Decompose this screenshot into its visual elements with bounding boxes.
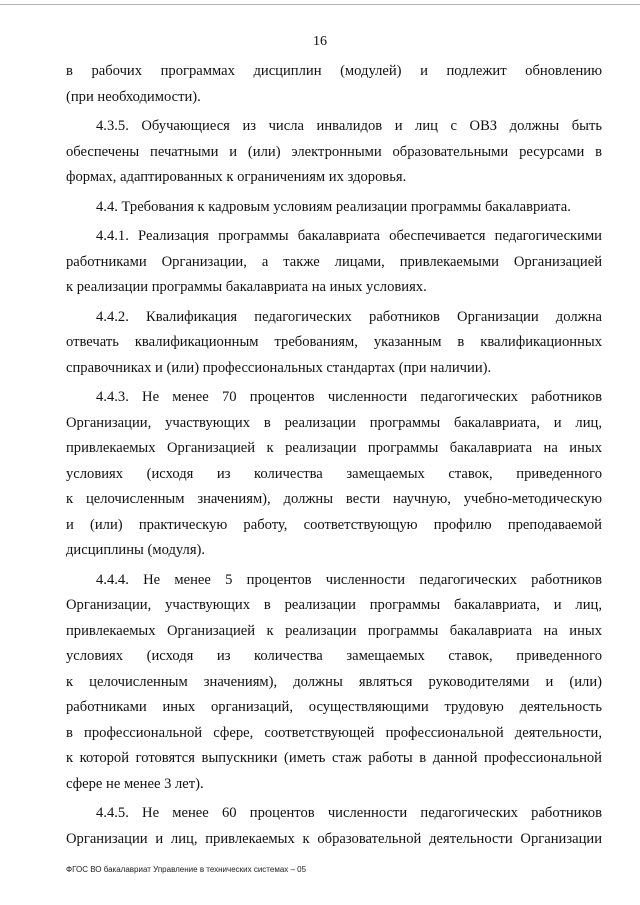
text-line: 4.4.2. Квалификация педагогических работников Организации должна xyxy=(96,308,602,325)
text-line: Организации, участвующих в реализации программы бакалавриата, и лиц, xyxy=(66,597,602,613)
text-line: в профессиональной сфере, соответствующей профессиональной деятельности, xyxy=(66,724,602,741)
text-line: формах, адаптированных к ограничениям их здоровья. xyxy=(66,169,407,185)
text-line: (при необходимости). xyxy=(66,88,201,105)
text-line: работниками Организации, а также лицами, привлекаемыми Организацией xyxy=(66,253,602,270)
text-line: 4.4.4. Не менее 5 процентов численности педагогических работников xyxy=(96,571,602,588)
text-line: 4.4.5. Не менее 60 процентов численности педагогических работников xyxy=(96,805,602,821)
text-line: к которой готовятся выпускники (иметь стаж работы в данной профессиональной xyxy=(66,750,602,766)
text-line: к целочисленным значениям), должны являться руководителями и (или) xyxy=(66,673,602,690)
text-line: привлекаемых Организацией к реализации программы бакалавриата на иных xyxy=(66,622,602,639)
page-number: 16 xyxy=(313,34,327,49)
text-line: 4.4.3. Не менее 70 процентов численности педагогических работников xyxy=(96,389,602,405)
text-line: 4.3.5. Обучающиеся из числа инвалидов и лиц с ОВЗ должны быть xyxy=(96,118,602,134)
text-line: работниками иных организаций, осуществляющими трудовую деятельность xyxy=(66,699,602,715)
text-line: Организации, участвующих в реализации программы бакалавриата, и лиц, xyxy=(66,414,602,431)
document-body xyxy=(66,59,602,852)
text-line: отвечать квалификационным требованиям, указанным в квалификационных xyxy=(66,334,602,350)
paragraph-continuation xyxy=(66,59,602,110)
text-line: справочниках и (или) профессиональных стандартах (при наличии). xyxy=(66,359,492,376)
text-line: условиях (исходя из количества замещаемых ставок, приведенного xyxy=(66,648,602,664)
text-line: сфере не менее 3 лет). xyxy=(66,775,204,792)
text-line: к целочисленным значениям), должны вести научную, учебно-методическую xyxy=(66,491,602,507)
text-line: привлекаемых Организацией к реализации программы бакалавриата на иных xyxy=(66,440,602,456)
paragraph-4-4-4 xyxy=(66,568,602,798)
paragraph-4-4-5 xyxy=(66,801,602,852)
paragraph-4-3-5 xyxy=(66,114,602,191)
text-line: 4.4. Требования к кадровым условиям реализации программы бакалавриата. xyxy=(96,198,571,215)
text-line: обеспечены печатными и (или) электронными образовательными ресурсами в xyxy=(66,143,602,160)
paragraph-4-4-2 xyxy=(66,305,602,382)
text-line: условиях (исходя из количества замещаемых ставок, приведенного xyxy=(66,465,602,482)
text-line: 4.4.1. Реализация программы бакалавриата обеспечивается педагогическими xyxy=(96,228,602,244)
text-line: Организации и лиц, привлекаемых к образовательной деятельности Организации xyxy=(66,830,602,847)
paragraph-4-4-3 xyxy=(66,385,602,564)
page-footer: ФГОС ВО бакалавриат Управление в технических системах – 05 xyxy=(66,865,307,874)
section-heading-4-4 xyxy=(66,195,602,221)
text-line: дисциплины (модуля). xyxy=(66,542,206,558)
page-top-rule xyxy=(0,4,640,5)
text-line: к реализации программы бакалавриата на иных условиях. xyxy=(66,279,427,295)
paragraph-4-4-1 xyxy=(66,224,602,301)
text-line: в рабочих программах дисциплин (модулей) и подлежит обновлению xyxy=(66,63,602,79)
text-line: и (или) практическую работу, соответствующую профилю преподаваемой xyxy=(66,516,602,533)
